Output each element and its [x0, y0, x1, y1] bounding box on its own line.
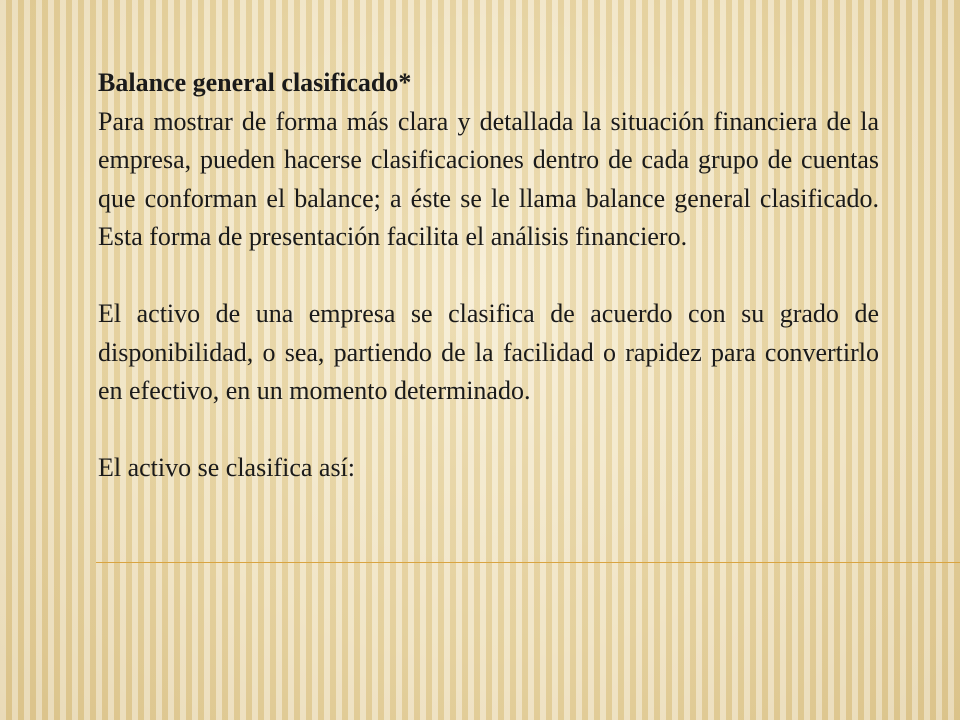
- slide-text-block: [98, 64, 879, 488]
- paragraph-clasificacion: El activo se clasifica así:: [98, 453, 356, 482]
- paragraph-activo: El activo de una empresa se clasifica de acuerdo con su grado de disponibilidad, o sea, partiendo de la facilidad o rapidez para convertirlo en efectivo, en un momento determinado.: [98, 299, 879, 405]
- slide-heading: Balance general clasificado*: [98, 68, 412, 97]
- paragraph-spacer: [98, 411, 879, 450]
- divider-line: [96, 562, 960, 563]
- paragraph-intro: Para mostrar de forma más clara y detallada la situación financiera de la empresa, pueden hacerse clasificaciones dentro de cada grupo de cuentas que conforman el balance; a éste se le llama balance general clasificado. Esta forma de presentación facilita el análisis financiero.: [98, 106, 879, 251]
- paragraph-spacer: [98, 257, 879, 296]
